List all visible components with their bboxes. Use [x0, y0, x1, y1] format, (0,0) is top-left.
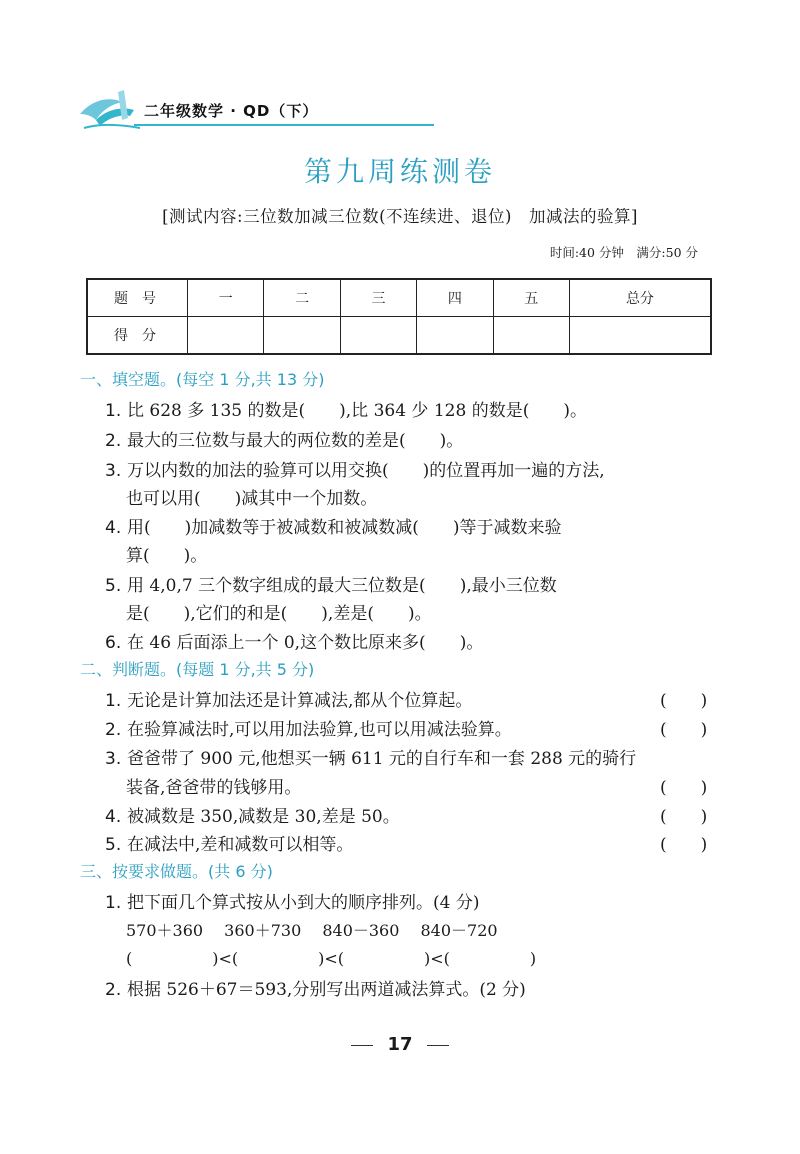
- score-cell[interactable]: [493, 317, 569, 355]
- section-heading-true-false: 二、判断题。(每题 1 分,共 5 分): [80, 660, 315, 679]
- header-cell-question-number: 题号: [87, 279, 188, 317]
- question-text: 根据 526＋67＝593,分别写出两道减法算式。(2 分): [127, 980, 526, 1000]
- dash-left: [351, 1045, 373, 1046]
- section-heading-fill-blank: 一、填空题。(每空 1 分,共 13 分): [80, 370, 325, 389]
- header-cell-1: 一: [188, 279, 264, 317]
- score-cell[interactable]: [188, 317, 264, 355]
- header-cell-5: 五: [493, 279, 569, 317]
- question-1-4: [105, 513, 562, 538]
- answer-blank[interactable]: ( ): [660, 720, 708, 740]
- score-cell[interactable]: [569, 317, 711, 355]
- question-text: 用 4,0,7 三个数字组成的最大三位数是( ),最小三位数: [127, 576, 557, 596]
- question-number: 5.: [105, 835, 122, 855]
- question-number: 2.: [105, 431, 122, 451]
- header-cell-2: 二: [264, 279, 340, 317]
- dash-right: [427, 1045, 449, 1046]
- grade-label: 二年级数学 · QD（下）: [144, 102, 319, 120]
- answer-blank[interactable]: ( ): [660, 778, 708, 798]
- ordering-answer-blanks[interactable]: ( )<( )<( )<( ): [126, 949, 537, 968]
- score-row-label: 得分: [87, 317, 188, 355]
- question-number: 3.: [105, 749, 122, 769]
- answer-blank[interactable]: ( ): [660, 835, 708, 855]
- question-1-4-continuation: 算( )。: [126, 546, 208, 566]
- page-number: [0, 1034, 800, 1055]
- score-cell[interactable]: [264, 317, 340, 355]
- answer-blank[interactable]: ( ): [660, 807, 708, 827]
- question-2-1: [105, 686, 472, 711]
- question-number: 2.: [105, 720, 122, 740]
- question-2-3: [105, 744, 636, 769]
- question-1-2: [105, 426, 463, 451]
- question-number: 1.: [105, 893, 122, 913]
- question-text: 在 46 后面添上一个 0,这个数比原来多( )。: [127, 633, 484, 653]
- score-table: [86, 278, 712, 355]
- score-cell[interactable]: [417, 317, 493, 355]
- header-cell-total: 总分: [569, 279, 711, 317]
- question-2-4: [105, 802, 400, 827]
- question-number: 1.: [105, 691, 122, 711]
- section-heading-tasks: 三、按要求做题。(共 6 分): [80, 862, 273, 881]
- page-title: 第九周练测卷: [303, 155, 496, 188]
- book-header: [78, 88, 368, 138]
- question-text: 无论是计算加法还是计算减法,都从个位算起。: [127, 691, 473, 711]
- question-text: 把下面几个算式按从小到大的顺序排列。(4 分): [127, 893, 480, 913]
- question-text: 最大的三位数与最大的两位数的差是( )。: [127, 431, 464, 451]
- question-text: 爸爸带了 900 元,他想买一辆 611 元的自行车和一套 288 元的骑行: [127, 749, 637, 769]
- question-text: 用( )加减数等于被减数和被减数减( )等于减数来验: [127, 518, 562, 538]
- question-number: 6.: [105, 633, 122, 653]
- question-text: 被减数是 350,减数是 30,差是 50。: [127, 807, 400, 827]
- question-1-5-continuation: 是( ),它们的和是( ),差是( )。: [126, 604, 432, 624]
- question-number: 4.: [105, 518, 122, 538]
- score-table-header-row: [87, 279, 711, 317]
- question-3-1: [105, 888, 479, 913]
- question-number: 5.: [105, 576, 122, 596]
- expressions-to-order: 570＋360 360＋730 840－360 840－720: [126, 921, 498, 940]
- test-scope: [测试内容:三位数加减三位数(不连续进、退位) 加减法的验算]: [162, 207, 638, 226]
- header-cell-4: 四: [417, 279, 493, 317]
- time-and-score-info: 时间:40 分钟 满分:50 分: [549, 245, 698, 260]
- question-number: 2.: [105, 980, 122, 1000]
- question-text: 在验算减法时,可以用加法验算,也可以用减法验算。: [127, 720, 512, 740]
- question-2-2: [105, 715, 512, 740]
- question-number: 4.: [105, 807, 122, 827]
- question-text: 比 628 多 135 的数是( ),比 364 少 128 的数是( )。: [127, 401, 587, 421]
- score-cell[interactable]: [340, 317, 416, 355]
- question-text: 万以内数的加法的验算可以用交换( )的位置再加一遍的方法,: [127, 461, 605, 481]
- answer-blank[interactable]: ( ): [660, 691, 708, 711]
- question-1-3-continuation: 也可以用( )减其中一个加数。: [126, 489, 378, 509]
- question-1-3: [105, 456, 605, 481]
- question-2-3-continuation: 装备,爸爸带的钱够用。: [126, 778, 302, 798]
- question-2-5: [105, 830, 353, 855]
- question-text: 在减法中,差和减数可以相等。: [127, 835, 354, 855]
- question-1-1: [105, 396, 587, 421]
- question-number: 1.: [105, 401, 122, 421]
- header-cell-3: 三: [340, 279, 416, 317]
- question-1-5: [105, 571, 557, 596]
- question-1-6: [105, 628, 483, 653]
- question-3-2: [105, 975, 526, 1000]
- question-number: 3.: [105, 461, 122, 481]
- page-number-value: 17: [387, 1034, 413, 1055]
- score-table-score-row: [87, 317, 711, 355]
